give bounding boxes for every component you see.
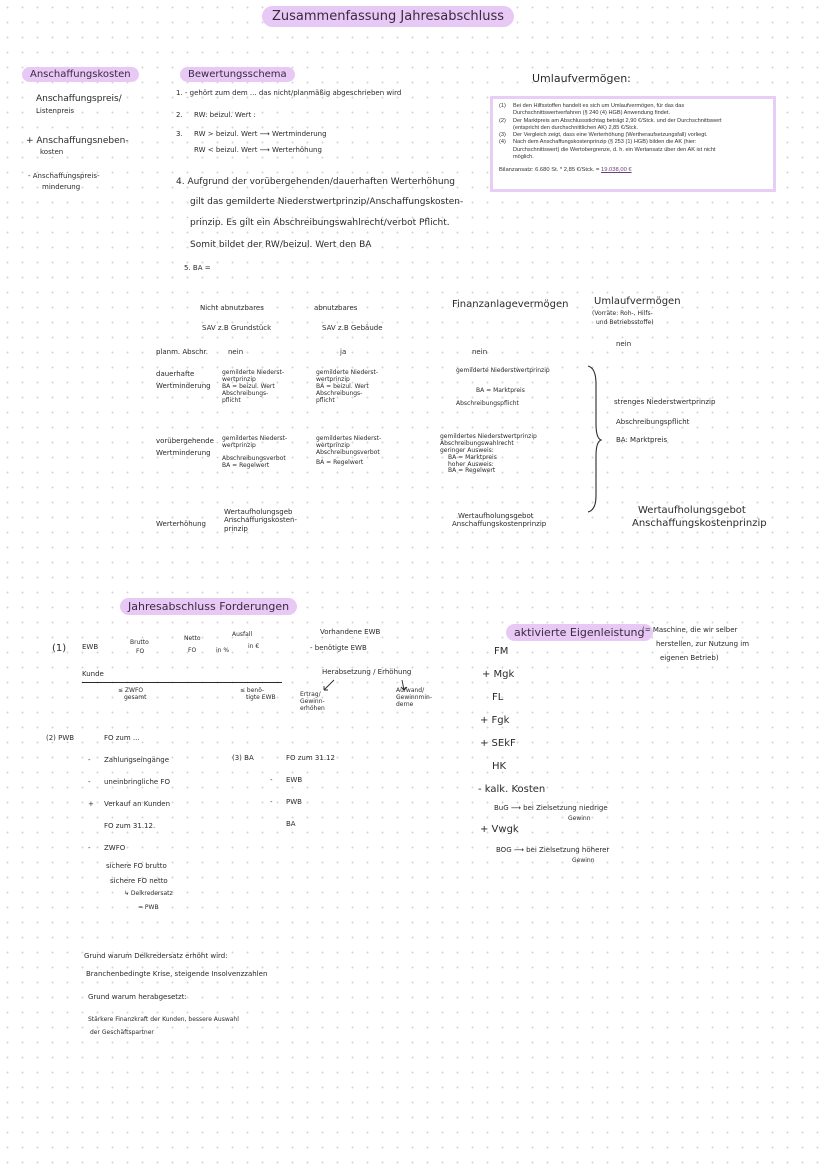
pwb-num: (2) PWB: [46, 734, 75, 742]
eigenleistung-note: herstellen, zur Nutzung im: [656, 640, 750, 648]
bewertung-header: Bewertungsschema: [180, 67, 295, 82]
anschaffung-line: Listenpreis: [36, 107, 75, 115]
table-cell: Wertaufholungsgeb Anschaffungskosten- prinzip: [224, 508, 297, 533]
pwb-calc: sichere FO netto: [110, 877, 168, 885]
ba-list: FO zum 31.12 - EWB - PWB BA: [270, 754, 335, 828]
kalkulation-line: Gewinn: [568, 815, 591, 822]
kalkulation-line: Gewinn: [572, 857, 595, 864]
bewertung-step-num: 3.: [176, 130, 183, 138]
table-col-sub: (Vorräte: Roh-, Hilfs-: [592, 310, 653, 317]
box-row: Durchschnittswert) die Wertobergrenze, d. h. ein Wertansatz über den AK ist nicht: [513, 146, 716, 153]
table-cell: nein: [228, 348, 244, 356]
box-total: Bilanzansatz: 6.680 St. * 2,85 €/Stck. = 19.038,00 €: [499, 167, 632, 174]
box-row: (4) Nach dem Anschaffungskostenprinzip (§ 253 (1) HGB) bilden die AK (hier:: [499, 139, 697, 146]
table-cell: gemilderte Niederstwertprinzip: [456, 367, 550, 374]
table-col-header: abnutzbares: [314, 304, 358, 312]
box-row: möglich.: [513, 153, 534, 160]
anschaffung-line: minderung: [42, 183, 81, 191]
col-label: Ausfall: [232, 631, 253, 638]
table-cell: ja: [340, 348, 347, 356]
col-label: Brutto: [130, 639, 149, 646]
bewertung-step-num: 2.: [176, 111, 183, 119]
pwb-calc: = PWB: [138, 904, 159, 911]
col-label: Netto: [184, 635, 201, 642]
grund-line: Branchenbedingte Krise, steigende Insolvenzzahlen: [86, 970, 268, 978]
col-foot: ≤ benö- tigte EWB: [240, 687, 276, 701]
col-label: FO: [188, 647, 197, 654]
kalkulation-list: FM + Mgk FL + Fgk + SEkF HK - kalk. Kosten: [478, 646, 546, 795]
forderungen-header: Jahresabschluss Forderungen: [120, 598, 297, 615]
table-row-label: Wertminderung: [156, 449, 211, 457]
grund-line: der Geschäftspartner: [90, 1029, 154, 1036]
col-foot: ≤ ZWFO gesamt: [118, 687, 147, 701]
table-cell: gemilderte Niederst- wertprinzip BA = beizul. Wert Abschreibungs- pflicht: [316, 369, 379, 404]
eigenleistung-note: (= Maschine, die wir selber: [642, 626, 738, 634]
kalkulation-line: BuG ⟶ bei Zielsetzung niedrige: [494, 804, 608, 812]
table-cell: BA = Marktpreis: [476, 387, 525, 394]
ewb-step: Herabsetzung / Erhöhung: [322, 668, 412, 676]
bewertung-step: prinzip. Es gilt ein Abschreibungswahlrecht/verbot Pflicht.: [190, 218, 450, 228]
table-col-header: Umlaufvermögen: [594, 296, 681, 307]
table-col-header: Finanzanlagevermögen: [452, 299, 569, 310]
eigenleistung-note: eigenen Betrieb): [660, 654, 719, 662]
table-cell: nein: [472, 348, 488, 356]
bewertung-step: 1. - gehört zum dem ... das nicht/planmäßig abgeschrieben wird: [176, 89, 402, 97]
ewb-step: - benötigte EWB: [310, 644, 367, 652]
ewb-step: Vorhandene EWB: [320, 628, 381, 636]
box-row: (3) Der Vergleich zeigt, dass eine Werterhöhung (Wertheraufsetzungsfall) vorliegt.: [499, 132, 708, 139]
anschaffung-line: + Anschaffungsneben-: [26, 136, 129, 146]
table-row-label: planm. Abschr.: [156, 348, 209, 356]
table-cell: Abschreibungspflicht: [456, 400, 519, 407]
table-rule: [82, 682, 282, 683]
bewertung-step: 4. Aufgrund der vorübergehenden/dauerhaften Werterhöhung: [176, 177, 456, 187]
table-col-header: SAV z.B Gebäude: [322, 324, 383, 332]
bewertung-step: RW > beizul. Wert ⟶ Wertminderung: [194, 130, 327, 138]
umlauf-header: Umlaufvermögen:: [532, 72, 631, 85]
anschaffung-header: Anschaffungskosten: [22, 67, 139, 82]
ewb-label: EWB: [82, 643, 99, 651]
table-cell: Wertaufholungsgebot Anschaffungskostenprinzip: [632, 505, 767, 529]
brace-note: BA: Marktpreis: [616, 436, 668, 444]
table-col-sub: und Betriebsstoffe): [596, 319, 654, 326]
page-title: Zusammenfassung Jahresabschluss: [262, 6, 514, 27]
table-row-label: Wertminderung: [156, 382, 211, 390]
table-col-header: Nicht abnutzbares: [200, 304, 264, 312]
umlauf-solution-box: [490, 96, 776, 192]
grund-line: Grund warum Delkredersatz erhöht wird:: [84, 952, 228, 960]
box-row: (entspricht den durchschnittlichen AK) 2,85 €/Stck.: [513, 124, 638, 131]
anschaffung-line: Anschaffungspreis/: [36, 94, 122, 104]
brace-note: Abschreibungspflicht: [616, 418, 690, 426]
col-label: FO: [136, 648, 145, 655]
eigenleistung-header: aktivierte Eigenleistung: [506, 624, 653, 641]
anschaffung-line: kosten: [40, 148, 64, 156]
table-cell: gemildertes Niederst- wertprinzip Abschreibungsverbot BA = Regelwert: [222, 435, 288, 469]
bewertung-step: RW: beizul. Wert :: [194, 111, 256, 119]
ewb-result: Ertrag/ Gewinn- erhöhen: [300, 691, 325, 712]
kunde-label: Kunde: [82, 670, 104, 678]
ba-num: (3) BA: [232, 754, 254, 762]
grund-line: Grund warum herabgesetzt:: [88, 993, 187, 1001]
brace-note: strenges Niederstwertprinzip: [614, 398, 716, 406]
pwb-calc: ↳ Delkredersatz: [124, 890, 173, 897]
kalkulation-line: BOG ⟶ bei Zielsetzung höherer: [496, 846, 610, 854]
box-row: Durchschnittswertverfahren (§ 240 (4) HGB) Anwendung findet.: [513, 110, 671, 117]
anschaffung-line: - Anschaffungspreis-: [28, 172, 100, 180]
table-row-label: dauerhafte: [156, 370, 195, 378]
table-cell: gemildertes Niederst- wertprinzip Abschreibungsverbot BA = Regelwert: [316, 435, 382, 466]
table-col-header: SAV z.B Grundstück: [202, 324, 272, 332]
kalkulation-line: + Vwgk: [480, 824, 519, 835]
box-row: (1) Bei den Hilfsstoffen handelt es sich um Umlaufvermögen, für das das: [499, 103, 685, 109]
bewertung-step: RW < beizul. Wert ⟶ Werterhöhung: [194, 146, 322, 154]
ewb-result: Aufwand/ Gewinnmin- derne: [396, 687, 432, 708]
ewb-num: (1): [52, 643, 67, 654]
box-row: (2) Der Marktpreis am Abschlussstichtag beträgt 2,90 €/Stck. und der Durchschnittswert: [499, 117, 722, 124]
bewertung-step: gilt das gemilderte Niederstwertprinzip/Anschaffungskosten-: [190, 197, 464, 207]
bewertung-step: Somit bildet der RW/beizul. Wert den BA: [190, 240, 372, 250]
table-cell: gemildertes Niederstwertprinzip Abschreibungswahlrecht geringer Ausweis: BA = Marktpreis hoher Ausweis: BA = Regelwert: [440, 433, 537, 475]
grund-line: Stärkere Finanzkraft der Kunden, bessere Auswahl: [88, 1016, 239, 1023]
table-cell: Wertaufholungsgebot Anschaffungskostenprinzip: [452, 512, 547, 529]
table-row-label: vorübergehende: [156, 437, 214, 445]
bewertung-step: 5. BA =: [184, 264, 211, 272]
pwb-list: FO zum ... - Zahlungseingänge - uneinbringliche FO + Verkauf an Kunden FO zum 31.12. - ZWFO: [88, 734, 171, 852]
col-label: in €: [248, 643, 260, 650]
brace-icon: [586, 364, 602, 514]
table-cell: nein: [616, 340, 632, 348]
table-cell: gemilderte Niederst- wertprinzip BA = beizul. Wert Abschreibungs- pflicht: [222, 369, 285, 404]
col-label: in %: [216, 647, 230, 654]
pwb-calc: sichere FO brutto: [106, 862, 167, 870]
table-row-label: Werterhöhung: [156, 520, 206, 528]
